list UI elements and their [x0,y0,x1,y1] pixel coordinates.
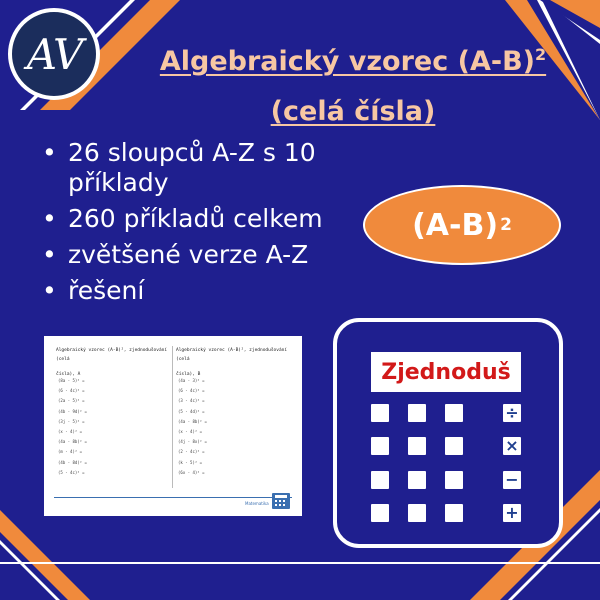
list-item: (4a - 8b)² = [178,418,207,424]
feature-list [40,138,360,312]
preview-col-a-list [58,376,87,478]
formula-badge [363,185,561,265]
preview-col-b-title-line-2: čísla), B [176,372,201,377]
list-item: (6 - 4c)² = [178,388,205,394]
calc-key [371,437,389,455]
preview-col-a-title-line-2: čísla), A [56,372,81,377]
bottom-divider [0,562,600,564]
list-item: (6x - 4)² = [178,469,205,475]
divide-key-icon: ÷ [503,404,521,422]
list-item: (x - 4)² = [58,429,83,435]
feature-item: • 26 sloupců A-Z s 10 příklady [40,138,360,198]
list-item: (m - 4)² = [58,449,83,455]
title-exponent: 2 [535,45,547,64]
title-line-1 [118,30,588,87]
preview-col-a-title [56,346,168,379]
calculator-screen: Zjednoduš [371,352,521,392]
title-line-2: (celá čísla) [270,96,436,127]
preview-column-divider [172,346,173,488]
mini-calculator-icon [272,493,290,509]
formula-badge-exponent: 2 [500,215,512,235]
list-item: (2 - 4c)² = [178,449,205,455]
list-item: (4a - 3)² = [178,378,205,383]
formula-badge-text: (A-B) [412,207,499,243]
list-item: (6 - 4c)² = [58,388,85,394]
preview-col-b-title-line-1: Algebraický vzorec (A-B)², zjednodušování (celá [176,348,288,362]
list-item: (3j - 5)² = [58,418,85,424]
calc-key [408,404,426,422]
list-item: (2a - 5)² = [58,398,85,404]
multiply-key-icon: × [503,437,521,455]
calculator-icon [333,318,563,548]
preview-col-b-list [178,376,207,478]
av-logo-icon [8,8,100,100]
calc-key [408,437,426,455]
list-item: (4j - 8x)² = [178,439,207,445]
minus-key-icon: − [503,471,521,489]
page-title [118,30,588,137]
calc-key [371,404,389,422]
list-item: (k - 5)² = [178,459,203,465]
worksheet-preview [44,336,302,516]
plus-key-icon: + [503,504,521,522]
list-item: (5 - 4d)² = [178,408,205,414]
logo-text: AV [26,29,82,79]
list-item: (4b - 9d)² = [58,408,87,414]
calc-key [445,504,463,522]
preview-footer-line [54,497,292,498]
list-item: (4b - 8d)² = [58,459,87,465]
feature-item: • zvětšené verze A-Z [40,240,360,270]
calc-key [371,471,389,489]
calc-key [408,504,426,522]
list-item: (4a - 8b)² = [58,439,87,445]
calc-key [445,471,463,489]
preview-footer-text: Matematika [245,501,269,506]
preview-col-a-title-line-1: Algebraický vzorec (A-B)², zjednodušování (celá [56,348,168,362]
title-line-1-text: Algebraický vzorec (A-B) [159,46,535,77]
preview-col-b-title [176,346,294,379]
calc-key [445,437,463,455]
list-item: (3 - 4c)² = [178,398,205,404]
calc-key [371,504,389,522]
list-item: (8a - 5)² = [58,378,85,383]
calc-key [445,404,463,422]
list-item: (x - 4)² = [178,429,203,435]
feature-item: • 260 příkladů celkem [40,204,360,234]
calc-key [408,471,426,489]
list-item: (5 - 4c)² = [58,469,85,475]
feature-item: • řešení [40,276,360,306]
